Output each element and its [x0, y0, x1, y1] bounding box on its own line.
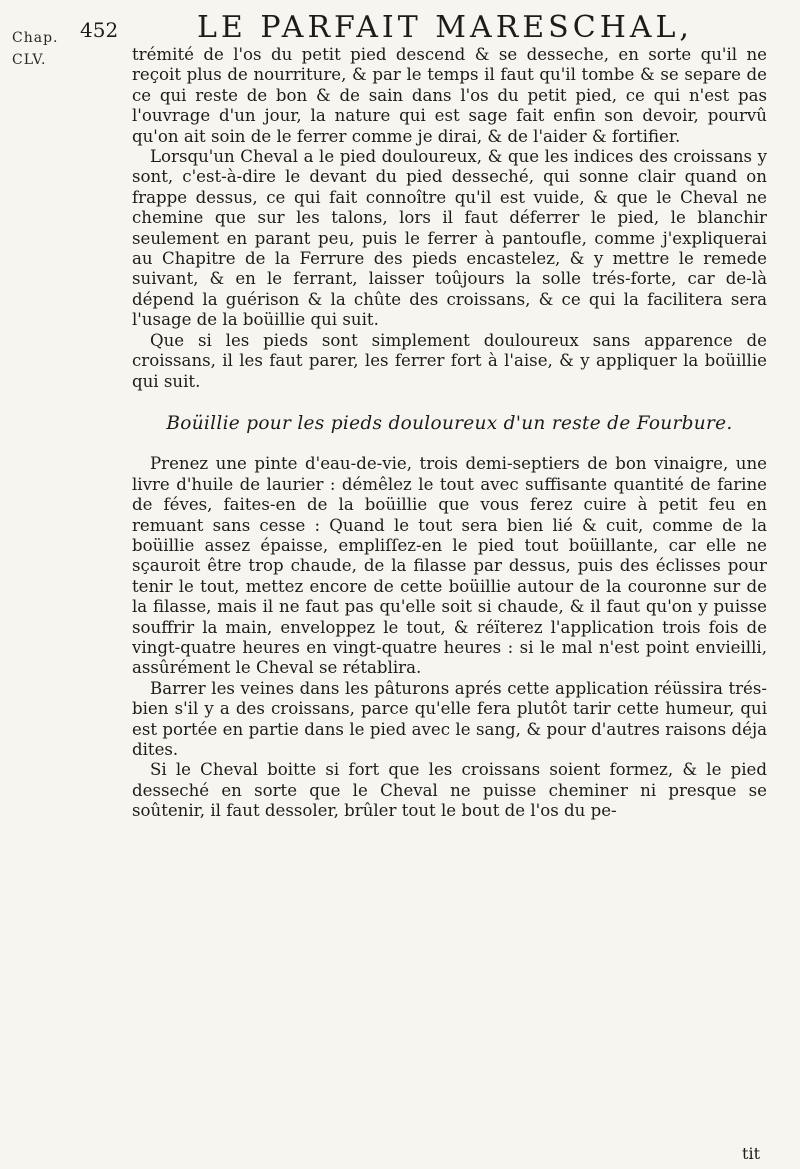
paragraph-veins: Barrer les veines dans les pâturons aprés cette application réüssira trés-bien s'il y a des croissans, parce qu'elle fera plutôt tarir cette humeur, qui est portée en partie dans le pied avec le sang, & pour d'autres raisons déja dites. [132, 678, 767, 759]
paragraph-severe-case: Si le Cheval boitte si fort que les croissans soient formez, & le pied desseché en sorte que le Cheval ne puisse cheminer ni presque se soûtenir, il faut dessoler, brûler tout le bout de l'os du pe- [132, 760, 767, 821]
paragraph-continued: trémité de l'os du petit pied descend & se desseche, en sorte qu'il ne reçoit plus de nourriture, & par le temps il faut qu'il tombe & se separe de ce qui reste de bon & de sain dans l'os du petit pied, ce qui n'est pas l'ouvrage d'un jour, la nature qui est sage fait enfin son devoir, pourvû qu'on ait soin de le ferrer comme je dirai, & de l'aider & fortifier. [132, 45, 767, 146]
catchword: tit [742, 1144, 760, 1163]
paragraph-simple-pain: Que si les pieds sont simplement douloureux sans apparence de croissans, il les faut parer, les ferrer fort à l'aise, & y appliquer la boüillie qui suit. [132, 330, 767, 391]
section-heading: Boüillie pour les pieds douloureux d'un reste de Fourbure. [166, 412, 733, 434]
margin-chapter-label: Chap. [12, 30, 59, 46]
margin-chapter-number: CLV. [12, 52, 47, 68]
page-number: 452 [80, 18, 119, 42]
paragraph-croissans: Lorsqu'un Cheval a le pied douloureux, & que les indices des croissans y sont, c'est-à-dire le devant du pied desseché, qui sonne clair quand on frappe dessus, ce qui fait connoître qu'il est vuide, & que le Cheval ne chemine que sur les talons, lors il faut déferrer le pied, le blanchir seulement en parant peu, puis le ferrer à pantoufle, comme j'expliquerai au Chapitre de la Ferrure des pieds encastelez, & y mettre le remede suivant, & en le ferrant, laisser toûjours la solle trés-forte, car de-là dépend la guérison & la chûte des croissans, & ce qui la facilitera sera l'usage de la boüillie qui suit. [132, 147, 767, 330]
running-head: LE PARFAIT MARESCHAL, [197, 10, 693, 45]
paragraph-recipe: Prenez une pinte d'eau-de-vie, trois demi-septiers de bon vinaigre, une livre d'huile de laurier : démêlez le tout avec suffisante quantité de farine de féves, faites-en de la boüillie que vous ferez cuire à petit feu en remuant sans cesse : Quand le tout sera bien lié & cuit, comme de la boüillie assez épaisse, empliſſez-en le pied tout boüillante, car elle ne sçauroit être trop chaude, de la filasse par dessus, puis des éclisses pour tenir le tout, mettez encore de cette boüillie autour de la couronne sur de la filasse, mais il ne faut pas qu'elle soit si chaude, & il faut qu'on y puisse souffrir la main, enveloppez le tout, & réïterez l'application trois fois de vingt-quatre heures en vingt-quatre heures : si le mal n'est point envieilli, assûrément le Cheval se rétablira. [132, 454, 767, 678]
page-body [132, 45, 767, 822]
